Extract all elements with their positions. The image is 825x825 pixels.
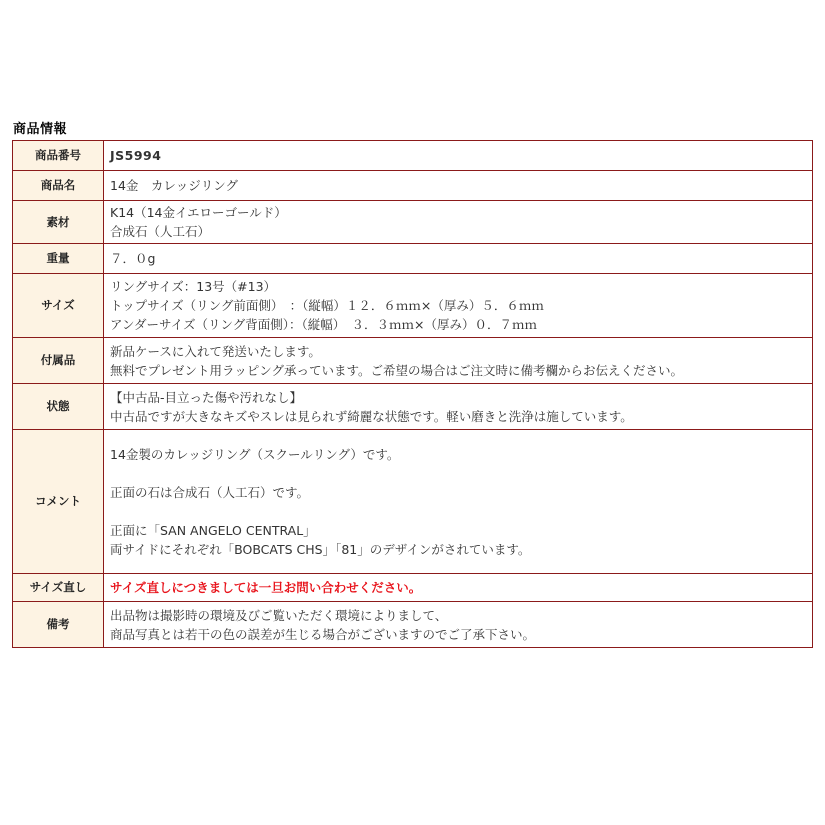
value-product-name — [104, 171, 813, 201]
row-comment — [13, 430, 813, 574]
accessories-line: 新品ケースに入れて発送いたします。 — [110, 343, 321, 359]
row-accessories — [13, 338, 813, 384]
label-condition: 状態 — [13, 384, 104, 430]
label-accessories: 付属品 — [13, 338, 104, 384]
label-size: サイズ — [13, 274, 104, 338]
value-condition — [104, 384, 813, 430]
comment-line: 正面に「SAN ANGELO CENTRAL」 — [110, 522, 316, 538]
value-material — [104, 201, 813, 244]
row-condition — [13, 384, 813, 430]
comment-line: 両サイドにそれぞれ「BOBCATS CHS」「81」のデザインがされています。 — [110, 541, 531, 557]
value-product-number — [104, 141, 813, 171]
row-resize — [13, 574, 813, 602]
size-line: リングサイズ：13号（#13） — [110, 279, 277, 294]
resize-warning-text: サイズ直しにつきましては一旦お問い合わせください。 — [110, 580, 422, 595]
material-line: K14（14金イエローゴールド） — [110, 205, 287, 220]
row-product-number — [13, 141, 813, 171]
label-weight: 重量 — [13, 244, 104, 274]
condition-line: 【中古品-目立った傷や汚れなし】 — [110, 389, 303, 405]
size-line: アンダーサイズ（リング背面側）：（縦幅） ３．３ｍｍ×（厚み）０．７ｍｍ — [110, 317, 537, 332]
notes-line: 出品物は撮影時の環境及びご覧いただく環境によりまして、 — [110, 607, 448, 623]
comment-line: 正面の石は合成石（人工石）です。 — [110, 484, 310, 500]
section-title: 商品情報 — [13, 122, 68, 137]
value-comment — [104, 430, 813, 574]
condition-line: 中古品ですが大きなキズやスレは見られず綺麗な状態です。軽い磨きと洗浄は施しています。 — [110, 408, 633, 424]
row-size — [13, 274, 813, 338]
row-weight — [13, 244, 813, 274]
row-product-name — [13, 171, 813, 201]
comment-line: 14金製のカレッジリング（スクールリング）です。 — [110, 446, 400, 462]
size-line: トップサイズ（リング前面側） ：（縦幅）１２．６ｍｍ×（厚み）５．６ｍｍ — [110, 298, 544, 313]
material-line: 合成石（人工石） — [110, 224, 211, 239]
label-resize: サイズ直し — [13, 574, 104, 602]
label-material: 素材 — [13, 201, 104, 244]
label-product-number: 商品番号 — [13, 141, 104, 171]
product-name-text: 14金 カレッジリング — [110, 178, 239, 193]
label-comment: コメント — [13, 430, 104, 574]
comment-spacer — [110, 464, 806, 483]
weight-text: ７．０g — [110, 251, 156, 266]
row-notes — [13, 602, 813, 648]
value-notes — [104, 602, 813, 648]
value-accessories — [104, 338, 813, 384]
notes-line: 商品写真とは若干の色の誤差が生じる場合がございますのでご了承下さい。 — [110, 626, 536, 642]
value-resize — [104, 574, 813, 602]
label-product-name: 商品名 — [13, 171, 104, 201]
accessories-line: 無料でプレゼント用ラッピング承っています。ご希望の場合はご注文時に備考欄からお伝えください。 — [110, 362, 684, 378]
value-weight — [104, 244, 813, 274]
product-number-text: JS5994 — [110, 148, 162, 163]
value-size — [104, 274, 813, 338]
row-material — [13, 201, 813, 244]
label-notes: 備考 — [13, 602, 104, 648]
comment-spacer — [110, 502, 806, 521]
product-info-table — [12, 140, 813, 648]
